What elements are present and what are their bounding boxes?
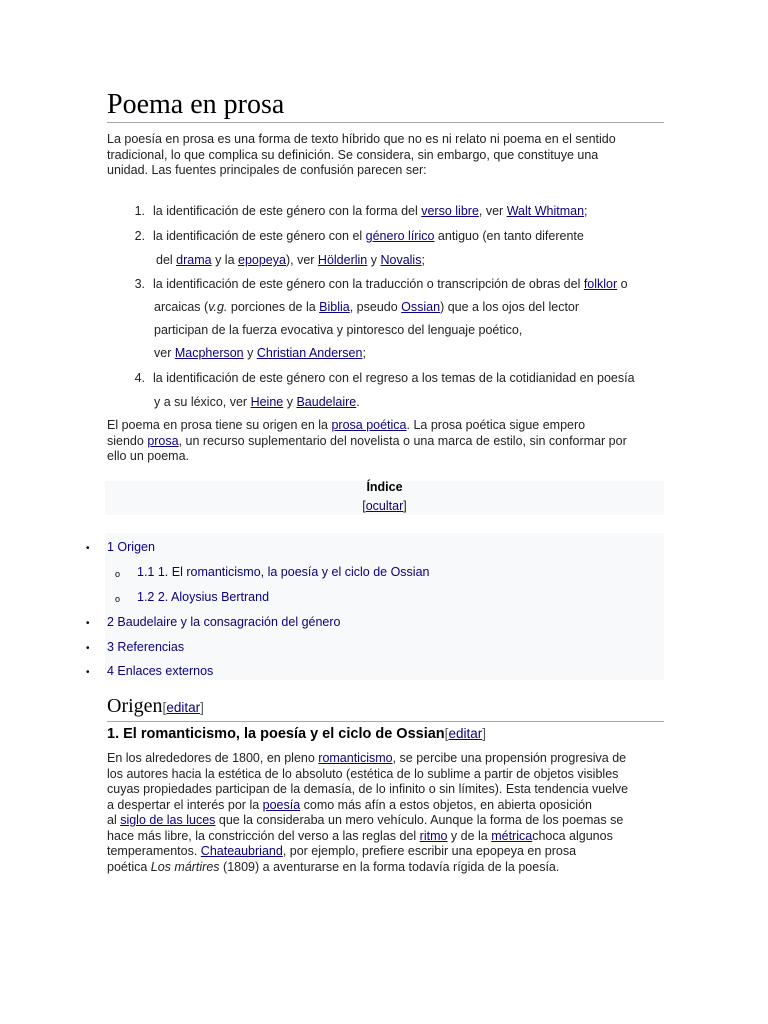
link-prosa-poetica[interactable]: prosa poética — [331, 418, 407, 432]
intro-paragraph — [107, 132, 664, 179]
link-biblia[interactable]: Biblia — [319, 300, 350, 314]
link-novalis[interactable]: Novalis — [380, 253, 422, 267]
emphasis: Los mártires — [150, 859, 220, 874]
text: al — [107, 813, 121, 827]
toc-item[interactable]: 2 Baudelaire y la consagración del género — [107, 615, 341, 629]
text: la identificación de este género con la forma del — [153, 204, 422, 218]
text: poética — [107, 859, 151, 874]
list-text — [153, 204, 588, 220]
subsection-heading — [107, 724, 486, 744]
text: y — [283, 395, 297, 409]
bracket: [ — [162, 700, 167, 715]
text: y la — [211, 253, 238, 267]
list-number: 1. — [134, 204, 145, 218]
text: . La prosa poética sigue empero — [406, 418, 586, 432]
text: ; — [362, 346, 366, 360]
edit-section — [445, 726, 486, 741]
text: siendo — [107, 433, 148, 448]
text-line: La poesía en prosa es una forma de texto híbrido que no es ni relato ni poema en el sentido — [107, 132, 616, 146]
bracket: ] — [200, 700, 204, 715]
text-line: unidad. Las fuentes principales de confusión parecen ser: — [107, 163, 427, 177]
bullet-icon: • — [86, 543, 90, 554]
text-line: cuyas propiedades participan de la demasía, de lo infinito o sin límites). Esta tendencia vuelve — [107, 782, 629, 796]
link-macpherson[interactable]: Macpherson — [174, 346, 244, 360]
circle-bullet-icon: o — [115, 594, 121, 604]
text: o — [617, 277, 628, 291]
bracket: ] — [482, 726, 486, 741]
link-holderlin[interactable]: Hölderlin — [317, 253, 368, 267]
list-text — [154, 346, 366, 362]
list-text — [154, 300, 579, 316]
link-christian-andersen[interactable]: Christian Andersen — [256, 346, 363, 360]
text: a despertar el interés por la — [107, 797, 263, 812]
text: y de la — [447, 828, 492, 843]
text: . — [356, 395, 360, 409]
link-verso-libre[interactable]: verso libre — [421, 204, 479, 218]
text: ) que a los ojos del lector — [440, 300, 580, 314]
link-folklor[interactable]: folklor — [583, 277, 618, 291]
text: y a su léxico, ver — [154, 395, 251, 409]
list-number: 3. — [134, 277, 145, 291]
text: El poema en prosa tiene su origen en la — [107, 418, 332, 432]
list-text — [154, 395, 360, 411]
text: del — [156, 253, 177, 267]
text: arcaicas ( — [154, 300, 209, 314]
text: En los alrededores de 1800, en pleno — [107, 751, 319, 765]
link-drama[interactable]: drama — [176, 253, 212, 267]
list-text: la identificación de este género con el regreso a los temas de la cotidianidad en poesía — [153, 371, 635, 385]
text: porciones de la — [227, 300, 320, 314]
toc-list-box — [105, 533, 664, 680]
bracket: [ — [362, 499, 366, 513]
text: la identificación de este género con el — [153, 229, 366, 243]
text: , un recurso suplementario del novelista o una marca de estilo, sin conformar por — [178, 433, 627, 448]
edit-section — [163, 700, 204, 715]
text: y — [243, 346, 257, 360]
text: que la consideraba un mero vehículo. Aunque la forma de los poemas se — [215, 813, 624, 827]
circle-bullet-icon: o — [115, 569, 121, 579]
list-text — [153, 277, 628, 293]
link-prosa[interactable]: prosa — [147, 433, 179, 448]
text: choca algunos — [532, 828, 613, 843]
list-text — [156, 253, 425, 269]
link-chateaubriand[interactable]: Chateaubriand — [200, 844, 283, 858]
text-line — [107, 434, 664, 450]
heading-text: Origen — [107, 695, 163, 717]
text: como más afín a estos objetos, en abierta oposición — [300, 797, 593, 812]
link-romanticismo[interactable]: romanticismo — [318, 751, 393, 765]
edit-link[interactable]: editar — [448, 726, 483, 741]
text-line — [107, 751, 664, 767]
text-line — [107, 418, 664, 434]
toc-item[interactable]: 1.2 2. Aloysius Bertrand — [137, 590, 270, 604]
link-walt-whitman[interactable]: Walt Whitman — [506, 204, 585, 218]
toc-item[interactable]: 3 Referencias — [107, 640, 185, 654]
section-heading-origen — [107, 694, 664, 722]
list-number: 2. — [134, 229, 145, 243]
list-text: participan de la fuerza evocativa y pintoresco del lenguaje poético, — [154, 323, 523, 337]
text-line — [107, 844, 664, 860]
text-line: tradicional, lo que complica su definición. Se considera, sin embargo, que constituye una — [107, 147, 599, 162]
bullet-icon: • — [86, 643, 90, 654]
text-line — [107, 860, 664, 876]
list-text — [153, 229, 584, 245]
text: temperamentos. — [107, 844, 201, 858]
link-metrica[interactable]: métrica — [491, 828, 533, 843]
link-baudelaire[interactable]: Baudelaire — [296, 395, 357, 409]
text: ), ver — [285, 253, 318, 267]
bracket: [ — [444, 726, 449, 741]
paragraph-prosa-poetica — [107, 418, 664, 465]
bullet-icon: • — [86, 667, 90, 678]
toc-item[interactable]: 4 Enlaces externos — [107, 664, 214, 678]
text-line — [107, 798, 664, 814]
link-ritmo[interactable]: ritmo — [419, 828, 448, 843]
link-ossian[interactable]: Ossian — [401, 300, 441, 314]
bracket: ] — [403, 499, 407, 513]
text: ver — [154, 346, 175, 360]
text: , se percibe una propensión progresiva de — [392, 751, 627, 765]
list-number: 4. — [134, 371, 145, 385]
text: , ver — [478, 204, 507, 218]
text: la identificación de este género con la traducción o transcripción de obras del — [153, 277, 584, 291]
toc-item[interactable]: 1 Origen — [107, 540, 155, 554]
text: (1809) a aventurarse en la forma todavía rígida de la poesía. — [219, 859, 560, 874]
text: ; — [584, 204, 588, 218]
link-heine[interactable]: Heine — [250, 395, 284, 409]
paragraph-romanticismo — [107, 751, 664, 875]
toc-hide-link[interactable]: ocultar — [365, 499, 404, 513]
text: , pseudo — [349, 300, 402, 314]
text-line: los autores hacia la estética de lo absoluto (estética de lo sublime a partir de objetos visibles — [107, 766, 619, 781]
link-siglo-de-las-luces[interactable]: siglo de las luces — [120, 813, 216, 827]
text: y — [367, 253, 381, 267]
text: ; — [421, 253, 425, 267]
text-line: ello un poema. — [107, 449, 190, 463]
bullet-icon: • — [86, 618, 90, 629]
text: antiguo (en tanto diferente — [434, 229, 584, 243]
heading-text: 1. El romanticismo, la poesía y el ciclo de Ossian — [107, 726, 445, 742]
page-title: Poema en prosa — [107, 88, 664, 123]
link-genero-lirico[interactable]: género lírico — [365, 229, 435, 243]
edit-link[interactable]: editar — [166, 700, 201, 715]
text: , por ejemplo, prefiere escribir una epopeya en prosa — [282, 844, 577, 858]
toc-toggle — [105, 499, 664, 515]
text-line — [107, 813, 664, 829]
text: hace más libre, la constricción del verso a las reglas del — [107, 828, 420, 843]
emphasis: v.g. — [208, 300, 228, 314]
toc-item[interactable]: 1.1 1. El romanticismo, la poesía y el ciclo de Ossian — [137, 565, 430, 579]
toc-title: Índice — [366, 480, 403, 494]
link-epopeya[interactable]: epopeya — [238, 253, 286, 267]
text-line — [107, 829, 664, 845]
link-poesia[interactable]: poesía — [262, 797, 301, 812]
